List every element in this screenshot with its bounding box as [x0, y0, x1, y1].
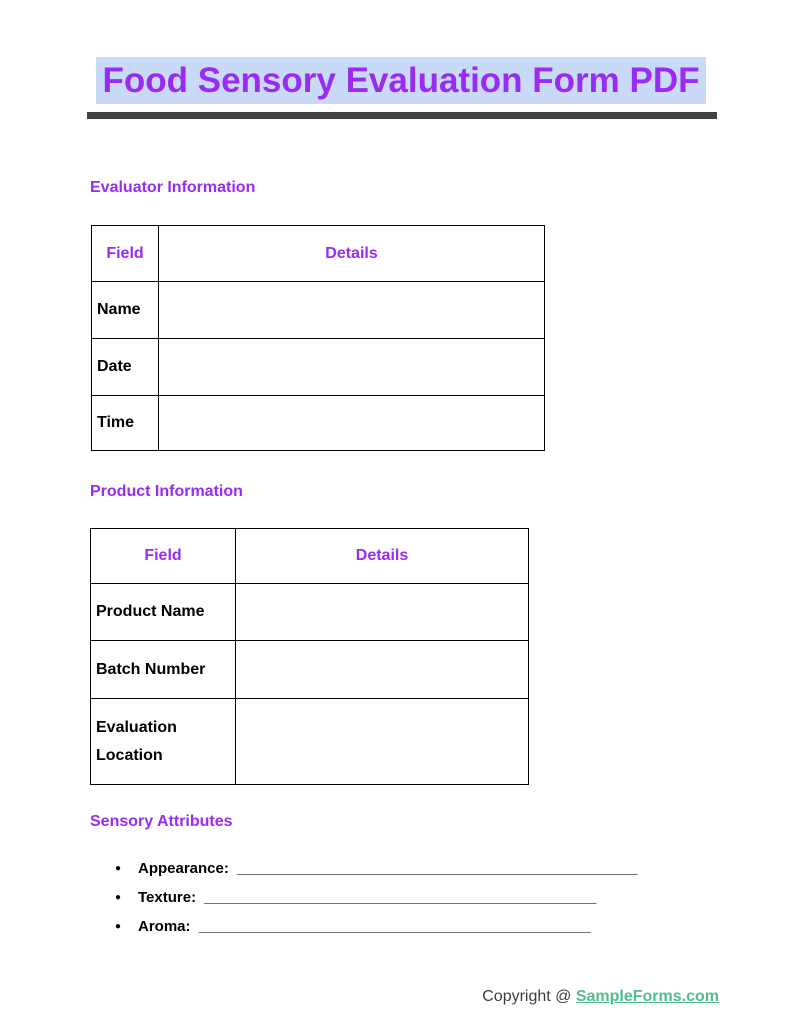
row-label-batch-number: Batch Number	[91, 641, 236, 699]
field-column-header: Field	[91, 529, 236, 584]
texture-label: Texture:	[138, 889, 197, 906]
batch-number-details-cell	[236, 641, 529, 699]
sensory-attributes-list	[112, 854, 637, 941]
row-label-product-name: Product Name	[91, 584, 236, 641]
row-label-date: Date	[92, 339, 159, 396]
evaluation-location-details-cell	[236, 699, 529, 785]
copyright-text: Copyright @	[482, 988, 576, 1005]
table-row	[92, 339, 545, 396]
field-column-header: Field	[92, 226, 159, 282]
bullet-icon: ●	[115, 863, 122, 874]
list-item-appearance	[112, 854, 637, 883]
aroma-blank-line: _______________________________________________	[198, 918, 591, 935]
aroma-label: Aroma:	[138, 918, 191, 935]
sensory-attributes-heading: Sensory Attributes	[90, 813, 233, 830]
table-row	[91, 584, 529, 641]
row-label-time: Time	[92, 396, 159, 451]
list-item-texture	[112, 883, 637, 912]
row-label-evaluation-location: Evaluation Location	[91, 699, 236, 785]
date-details-cell	[159, 339, 545, 396]
product-name-details-cell	[236, 584, 529, 641]
details-column-header: Details	[236, 529, 529, 584]
product-information-heading: Product Information	[90, 483, 243, 500]
row-label-name: Name	[92, 282, 159, 339]
sampleforms-link[interactable]: SampleForms.com	[575, 988, 719, 1005]
bullet-icon: ●	[115, 921, 122, 932]
table-row	[91, 699, 529, 785]
name-details-cell	[159, 282, 545, 339]
page-title-wrap	[0, 57, 802, 104]
product-information-table	[90, 528, 529, 785]
appearance-label: Appearance:	[138, 860, 229, 877]
table-row	[91, 641, 529, 699]
texture-blank-line: _______________________________________________	[204, 889, 597, 906]
table-row	[92, 396, 545, 451]
list-item-aroma	[112, 912, 637, 941]
page-title: Food Sensory Evaluation Form PDF	[96, 57, 705, 104]
evaluator-information-heading: Evaluator Information	[90, 179, 256, 196]
time-details-cell	[159, 396, 545, 451]
details-column-header: Details	[159, 226, 545, 282]
table-header-row	[91, 529, 529, 584]
footer-copyright	[482, 988, 719, 1006]
bullet-icon: ●	[115, 892, 122, 903]
evaluator-information-table	[91, 225, 545, 451]
appearance-blank-line: ________________________________________________	[237, 860, 638, 877]
table-header-row	[92, 226, 545, 282]
table-row	[92, 282, 545, 339]
title-divider-bar	[87, 112, 717, 119]
